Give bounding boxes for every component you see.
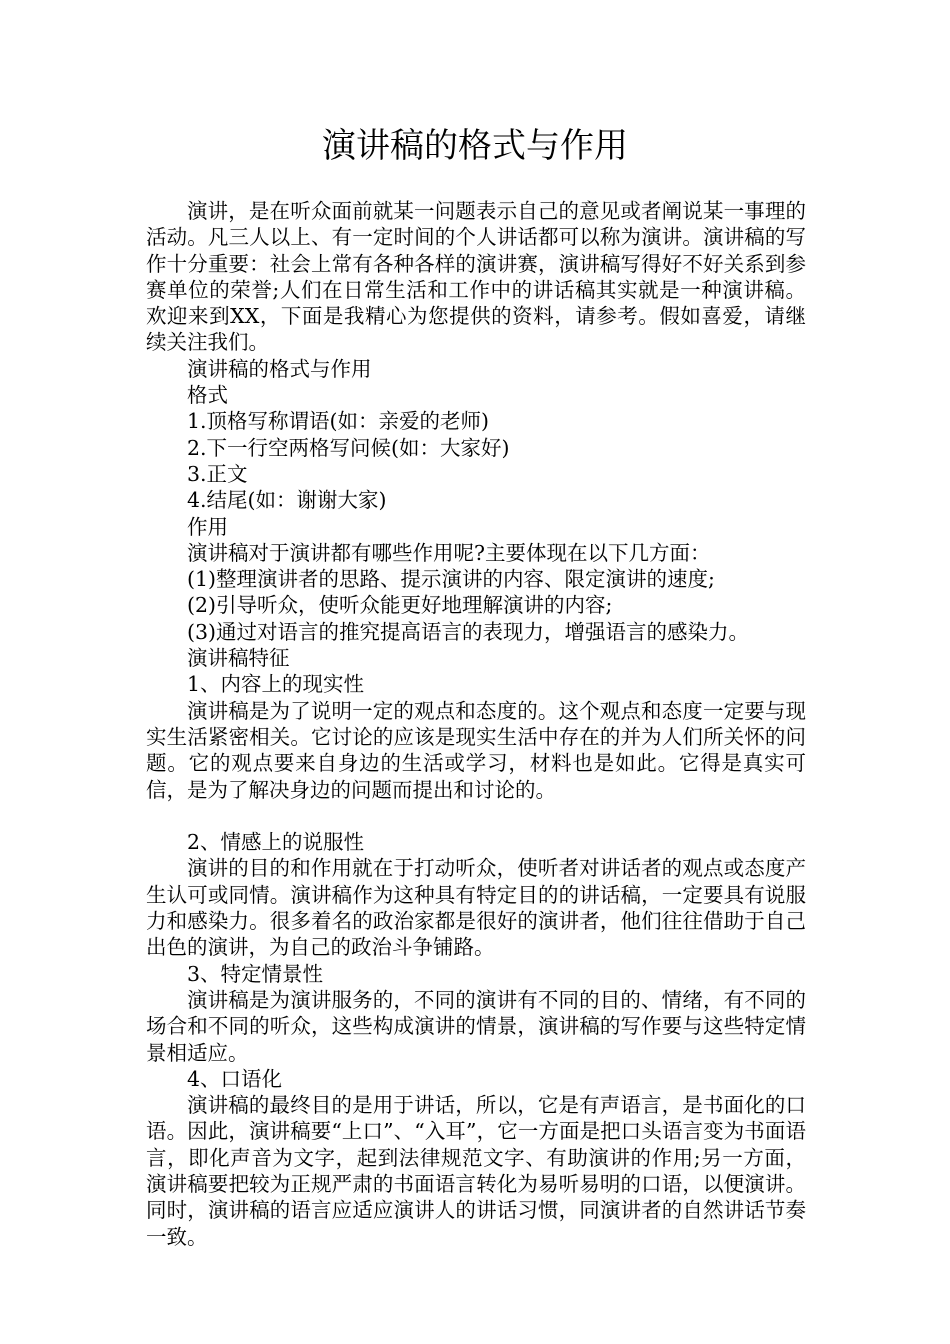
page-title: 演讲稿的格式与作用 <box>322 126 628 166</box>
feature-heading: 2、情感上的说服性 <box>187 830 365 855</box>
features-heading: 演讲稿特征 <box>187 646 290 671</box>
subtitle-line: 演讲稿的格式与作用 <box>187 356 372 381</box>
format-item: 2.下一行空两格写问候(如：大家好) <box>187 435 510 460</box>
format-item: 4.结尾(如：谢谢大家) <box>187 488 387 513</box>
function-intro: 演讲稿对于演讲都有哪些作用呢?主要体现在以下几方面： <box>187 540 711 565</box>
feature-heading: 1、内容上的现实性 <box>187 672 365 697</box>
feature-paragraph: 演讲的目的和作用就在于打动听众，使听者对讲话者的观点或态度产生认可或同情。演讲稿作为这种具有特定目的的讲话稿，一定要具有说服力和感染力。很多着名的政治家都是很好的演讲者，他们往往借助于自己出色的演讲，为自己的政治斗争铺路。 <box>146 856 806 960</box>
feature-paragraph: 演讲稿是为了说明一定的观点和态度的。这个观点和态度一定要与现实生活紧密相关。它讨论的应该是现实生活中存在的并为人们所关怀的问题。它的观点要来自身边的生活或学习，材料也是如此。它得是真实可信，是为了解决身边的问题而提出和讨论的。 <box>146 698 806 802</box>
function-item: (1)整理演讲者的思路、提示演讲的内容、限定演讲的速度; <box>187 567 715 592</box>
feature-paragraph: 演讲稿是为演讲服务的，不同的演讲有不同的目的、情绪，有不同的场合和不同的听众，这些构成演讲的情景，演讲稿的写作要与这些特定情景相适应。 <box>146 987 806 1065</box>
document-body <box>146 198 806 1250</box>
feature-heading: 4、口语化 <box>187 1066 283 1091</box>
function-item: (3)通过对语言的推究提高语言的表现力，增强语言的感染力。 <box>187 619 750 644</box>
function-heading: 作用 <box>187 514 228 539</box>
function-item: (2)引导听众，使听众能更好地理解演讲的内容; <box>187 593 613 618</box>
feature-paragraph: 演讲稿的最终目的是用于讲话，所以，它是有声语言，是书面化的口语。因此，演讲稿要“上口”、“入耳”，它一方面是把口头语言变为书面语言，即化声音为文字，起到法律规范文字、有助演讲的作用;另一方面，演讲稿要把较为正规严肃的书面语言转化为易听易明的口语，以便演讲。同时，演讲稿的语言应适应演讲人的讲话习惯，同演讲者的自然讲话节奏一致。 <box>146 1093 806 1249</box>
format-item: 1.顶格写称谓语(如：亲爱的老师) <box>187 409 490 434</box>
intro-paragraph: 演讲，是在听众面前就某一问题表示自己的意见或者阐说某一事理的活动。凡三人以上、有一定时间的个人讲话都可以称为演讲。演讲稿的写作十分重要：社会上常有各种各样的演讲赛，演讲稿写得好不好关系到参赛单位的荣誉;人们在日常生活和工作中的讲话稿其实就是一种演讲稿。欢迎来到XX，下面是我精心为您提供的资料，请参考。假如喜爱，请继续关注我们。 <box>146 199 806 355</box>
feature-heading: 3、特定情景性 <box>187 961 324 986</box>
format-item: 3.正文 <box>187 461 248 486</box>
blank-line <box>146 803 806 829</box>
format-heading: 格式 <box>187 383 228 408</box>
